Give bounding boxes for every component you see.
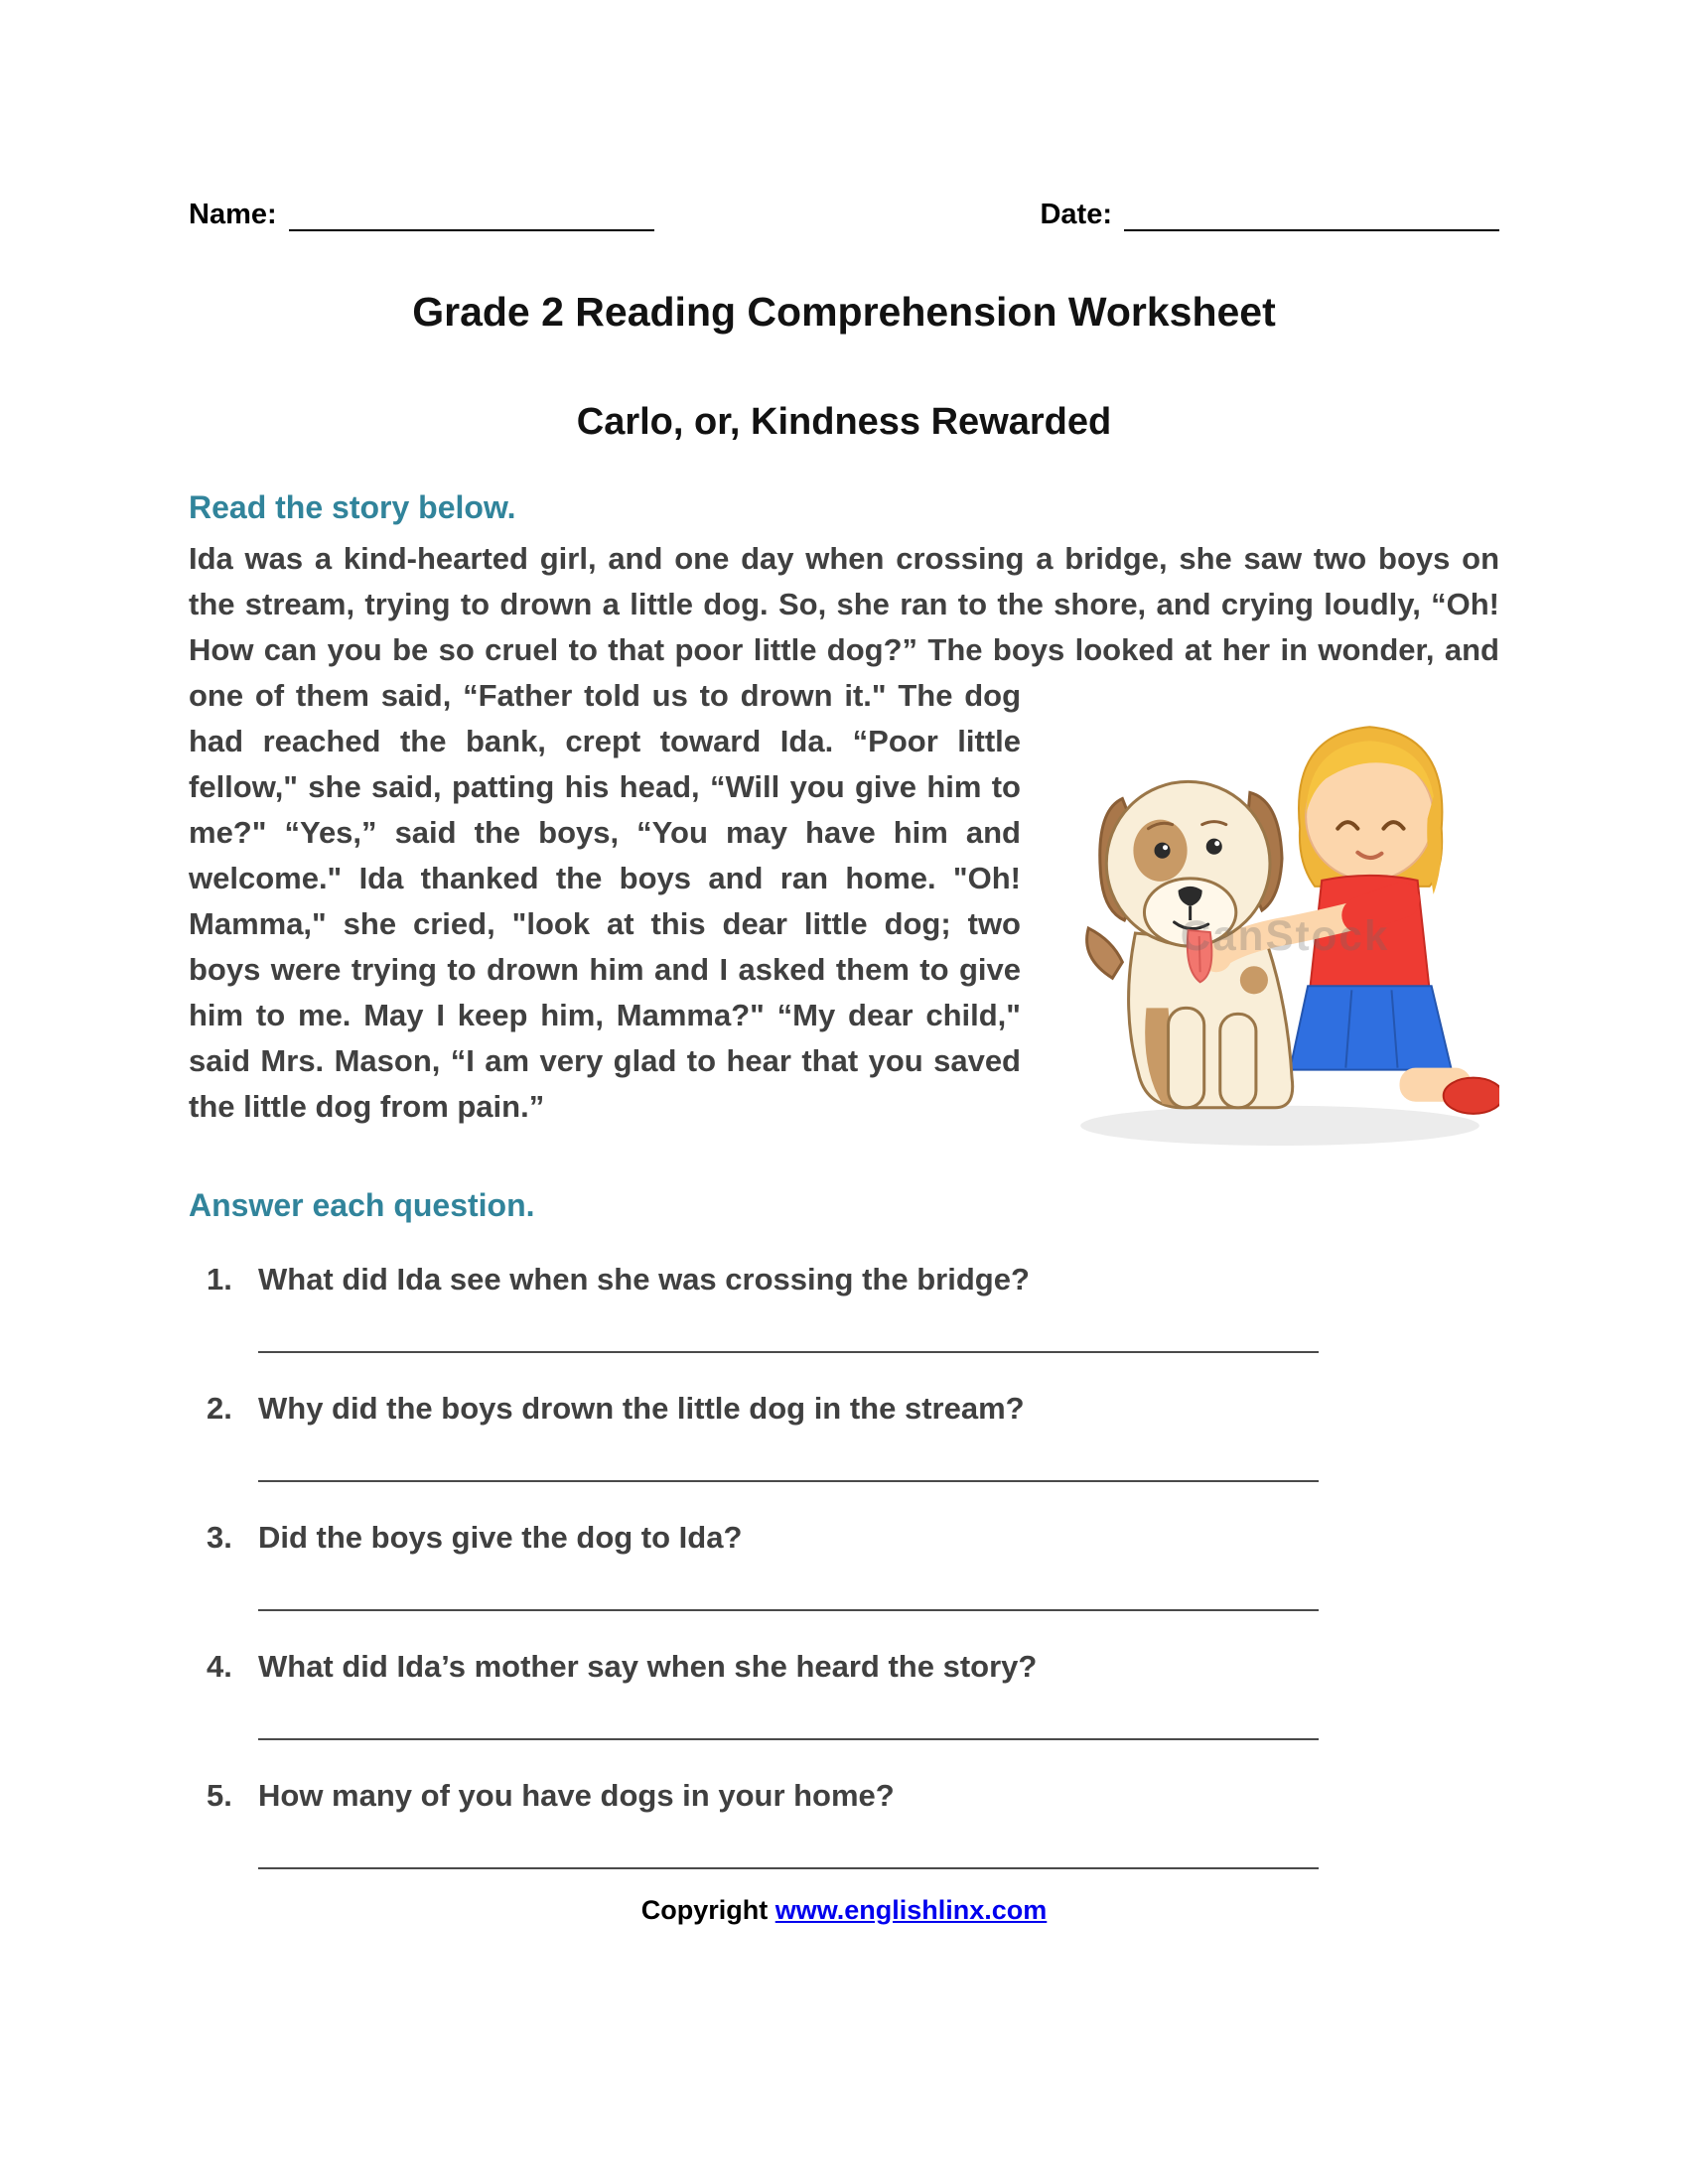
answer-questions-heading: Answer each question. [189, 1187, 535, 1223]
story-text-part1: Ida was a kind-hearted girl, and one day when crossing a bridge, she saw two boys on the stream, trying to drown a little dog. So, she ran to the shore, and crying loudly, “Oh! How can you be so cruel to that poor little dog?” The boys looked at her in wonder, and one of them said, [189, 541, 1499, 713]
question-number: 1. [207, 1262, 232, 1297]
question-text: What did Ida’s mother say when she heard the story? [258, 1649, 1038, 1684]
read-story-heading: Read the story below. [189, 489, 516, 525]
footer [189, 1895, 1499, 1926]
question-text: Why did the boys drown the little dog in the stream? [258, 1391, 1025, 1426]
question-row [207, 1649, 1499, 1685]
question-text: Did the boys give the dog to Ida? [258, 1520, 743, 1555]
ground-shadow [1080, 1106, 1479, 1146]
date-field [1040, 199, 1499, 231]
question-number: 5. [207, 1778, 232, 1813]
question-row [207, 1262, 1499, 1297]
page-title: Grade 2 Reading Comprehension Worksheet [412, 289, 1276, 335]
answer-blank-line [258, 1867, 1319, 1869]
questions-list [189, 1262, 1499, 1869]
question-number: 4. [207, 1649, 232, 1684]
question-row [207, 1778, 1499, 1814]
story-paragraph [189, 536, 1499, 1130]
question-item-1 [189, 1262, 1499, 1353]
question-item-4 [189, 1649, 1499, 1740]
answer-blank-line [258, 1738, 1319, 1740]
question-text: How many of you have dogs in your home? [258, 1778, 895, 1813]
question-item-5 [189, 1778, 1499, 1869]
question-item-3 [189, 1520, 1499, 1611]
name-blank-line [289, 202, 654, 231]
date-blank-line [1124, 202, 1499, 231]
name-label: Name: [189, 199, 277, 230]
question-row [207, 1520, 1499, 1556]
answer-blank-line [258, 1480, 1319, 1482]
header [189, 199, 1499, 231]
question-number: 2. [207, 1391, 232, 1426]
name-field [189, 199, 654, 231]
question-row [207, 1391, 1499, 1427]
girl-hugging-dog-illustration [1051, 679, 1499, 1158]
story-title: Carlo, or, Kindness Rewarded [576, 401, 1112, 443]
question-number: 3. [207, 1520, 232, 1555]
story-text-part2: “Father told us to drown it." The dog had reached the bank, crept toward Ida. “Poor little fellow," she said, patting his head, “Will you give him to me?" “Yes,” said the boys, “You may have him and welcome." Ida thanked the boys and ran home. "Oh! Mamma," she cried, "look at this dear little dog; two boys were trying to drown him and I asked them to give him to me. May I keep him, Mamma?" “My dear child," said Mrs. Mason, “I am very glad to hear that you saved the little dog from pain.” [189, 678, 1022, 1124]
copyright-link[interactable]: www.englishlinx.com [774, 1895, 1048, 1925]
answer-blank-line [258, 1351, 1319, 1353]
stock-photo-watermark: CanStock [1180, 912, 1390, 960]
question-item-2 [189, 1391, 1499, 1482]
question-text: What did Ida see when she was crossing the bridge? [258, 1262, 1030, 1297]
copyright-label: Copyright [640, 1895, 769, 1925]
date-label: Date: [1040, 199, 1112, 230]
answer-blank-line [258, 1609, 1319, 1611]
